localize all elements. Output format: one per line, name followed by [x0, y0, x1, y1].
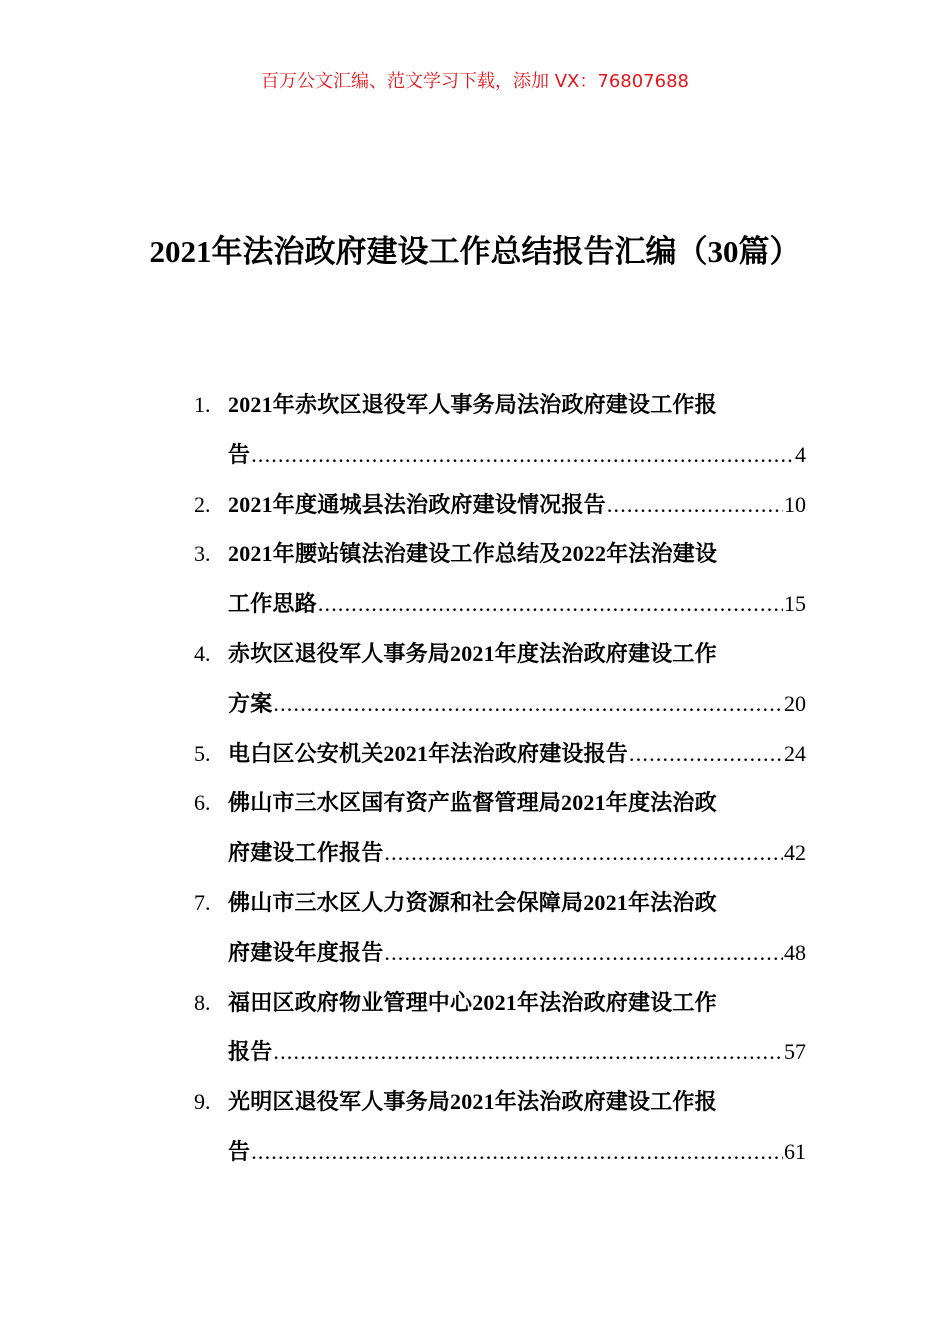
- toc-entry-title-line2: 府建设工作报告: [228, 840, 384, 866]
- document-title: 2021年法治政府建设工作总结报告汇编（30篇）: [149, 234, 801, 269]
- toc-page-number: 4: [795, 441, 806, 467]
- toc-entry[interactable]: [190, 629, 806, 729]
- toc-entry-title-line2: 府建设年度报告: [228, 939, 384, 965]
- toc-entry-number: 1.: [194, 392, 211, 417]
- toc-entry-title-line1: 赤坎区退役军人事务局2021年度法治政府建设工作: [228, 640, 717, 666]
- toc-entry-title: 电白区公安机关2021年法治政府建设报告: [228, 740, 629, 766]
- toc-entry-title-line2: 方案: [228, 690, 273, 716]
- toc-dot-leader: [273, 679, 783, 729]
- toc-entry-title-line2: 告: [228, 1138, 251, 1164]
- toc-page-number: 42: [784, 840, 806, 866]
- toc-entry-title-line1: 福田区政府物业管理中心2021年法治政府建设工作: [228, 989, 717, 1015]
- toc-entry-number: 8.: [194, 989, 211, 1015]
- toc-entry-number: 4.: [194, 640, 211, 666]
- toc-entry-title-line1: 光明区退役军人事务局2021年法治政府建设工作报: [228, 1089, 717, 1115]
- toc-dot-leader: [251, 430, 794, 480]
- table-of-contents: [190, 380, 806, 1177]
- toc-dot-leader: [251, 1127, 783, 1177]
- toc-entry-title-line1: 佛山市三水区人力资源和社会保障局2021年法治政: [228, 889, 717, 915]
- toc-entry-title: 2021年度通城县法治政府建设情况报告: [228, 491, 606, 517]
- toc-entry-title-line1: 佛山市三水区国有资产监督管理局2021年度法治政: [228, 790, 717, 816]
- toc-dot-leader: [273, 1027, 783, 1077]
- toc-entry-number: 6.: [194, 790, 211, 816]
- toc-dot-leader: [607, 480, 783, 530]
- toc-page-number: 61: [784, 1138, 806, 1164]
- toc-entry[interactable]: [190, 878, 806, 978]
- toc-entry[interactable]: [190, 529, 806, 629]
- toc-page-number: 57: [784, 1039, 806, 1065]
- toc-page-number: 15: [784, 591, 806, 617]
- toc-entry-number: 5.: [194, 740, 211, 766]
- toc-entry[interactable]: [190, 729, 806, 779]
- toc-entry[interactable]: [190, 480, 806, 530]
- toc-dot-leader: [318, 579, 783, 629]
- toc-page-number: 24: [784, 740, 806, 766]
- toc-entry-number: 2.: [194, 491, 211, 517]
- toc-dot-leader: [384, 828, 783, 878]
- toc-dot-leader: [384, 928, 783, 978]
- toc-entry-title-line1: 2021年赤坎区退役军人事务局法治政府建设工作报: [228, 392, 717, 417]
- toc-entry[interactable]: [190, 380, 806, 480]
- toc-page-number: 10: [784, 491, 806, 517]
- toc-entry-number: 7.: [194, 889, 211, 915]
- toc-entry-title-line2: 工作思路: [228, 591, 317, 617]
- toc-page-number: 20: [784, 690, 806, 716]
- toc-dot-leader: [629, 729, 783, 779]
- toc-entry-title-line1: 2021年腰站镇法治建设工作总结及2022年法治建设: [228, 541, 718, 567]
- toc-entry-title-line2: 报告: [228, 1039, 273, 1065]
- toc-entry[interactable]: [190, 778, 806, 878]
- toc-entry-number: 9.: [194, 1089, 211, 1115]
- toc-entry-title-line2: 告: [228, 441, 251, 467]
- watermark-header-note: 百万公文汇编、范文学习下载，添加 VX：76807688: [261, 71, 689, 92]
- toc-entry[interactable]: [190, 978, 806, 1078]
- toc-entry[interactable]: [190, 1077, 806, 1177]
- toc-entry-number: 3.: [194, 541, 211, 567]
- toc-page-number: 48: [784, 939, 806, 965]
